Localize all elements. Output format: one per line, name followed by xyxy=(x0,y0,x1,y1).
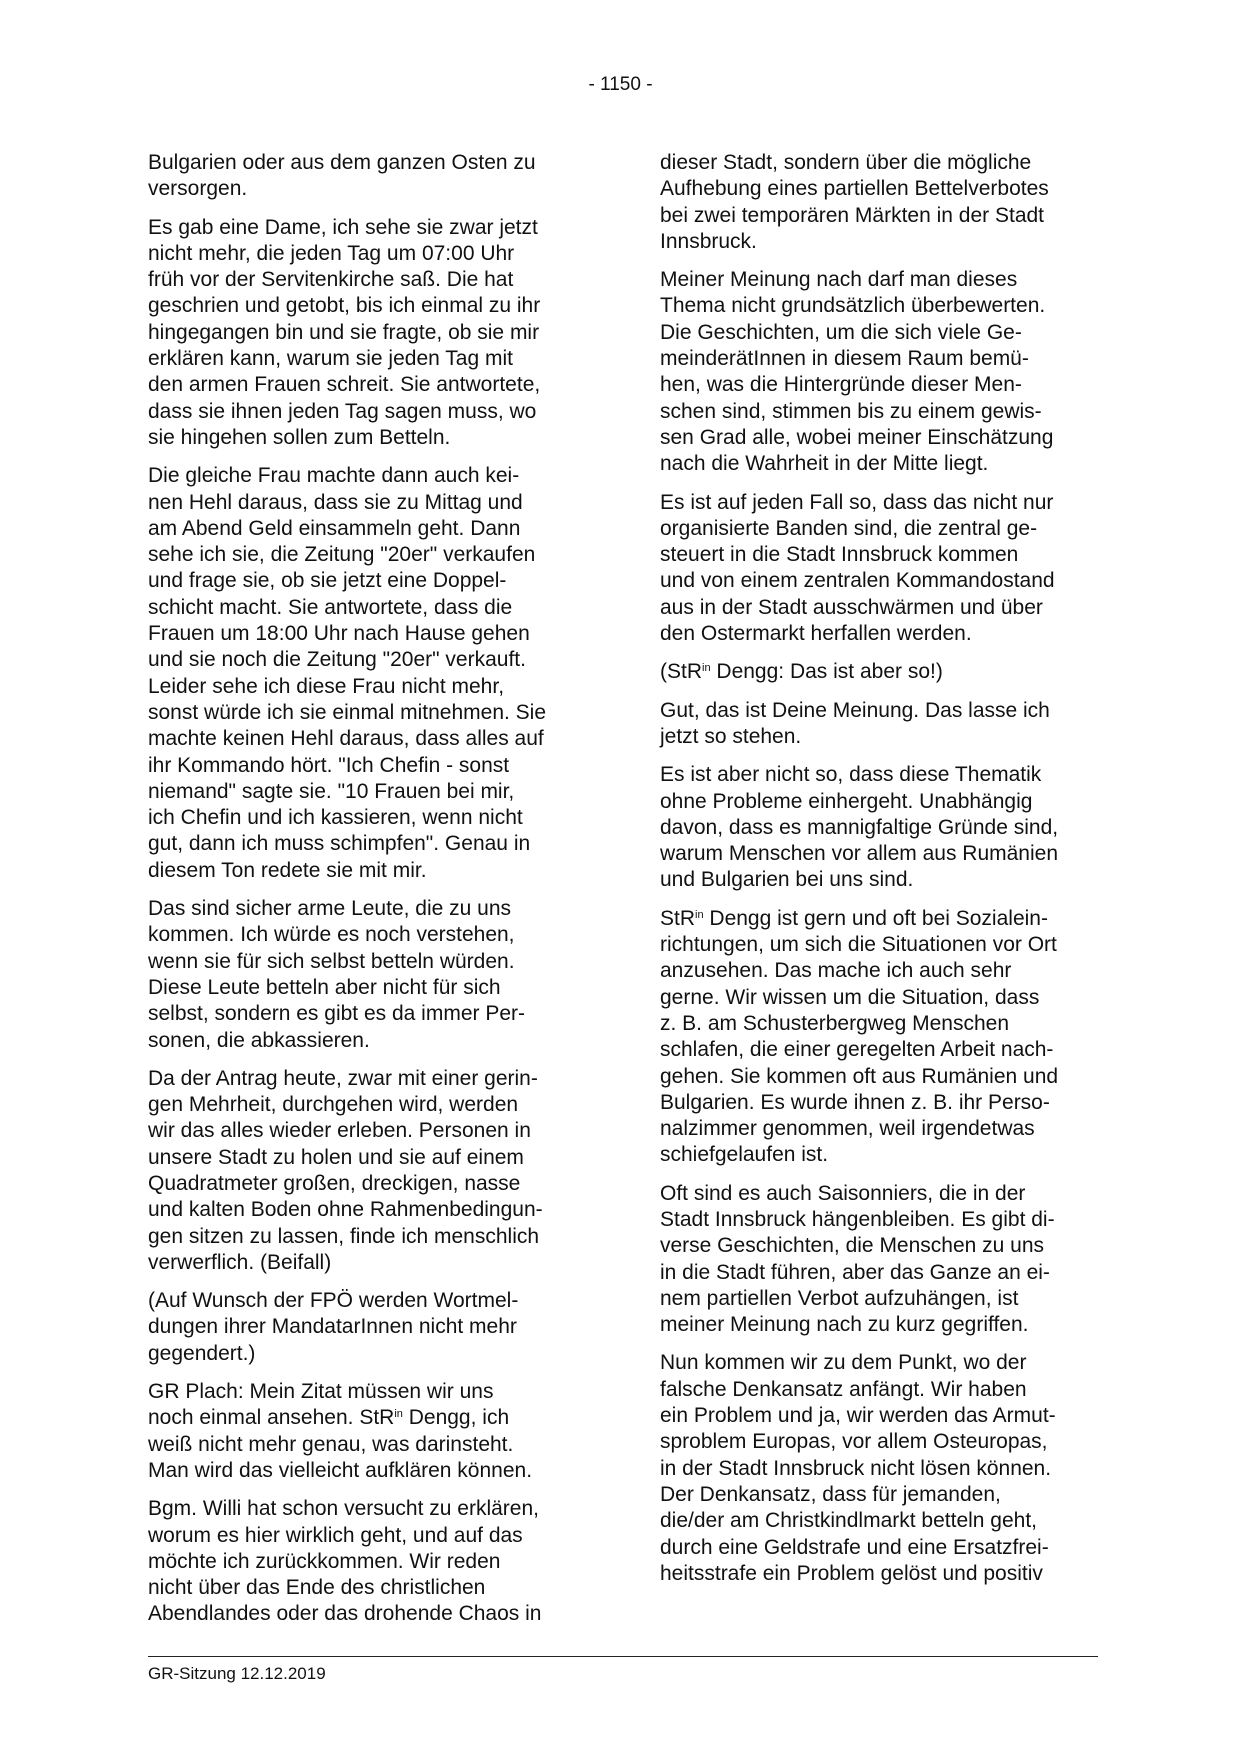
paragraph: Es ist aber nicht so, dass diese Thematik ohne Probleme einhergeht. Unabhängig davon, dass es mannigfaltige Gründe sind, warum Menschen vor allem aus Rumänien und Bulgarien bei uns sind. xyxy=(660,763,1059,892)
paragraph: Es ist auf jeden Fall so, dass das nicht nur organisierte Banden sind, die zentral ge- steuert in die Stadt Innsbruck kommen und von einem zentralen Kommandostand aus in der Stadt ausschwärmen und über den Ostermarkt herfallen werden. xyxy=(660,490,1055,646)
footer-session: GR-Sitzung 12.12.2019 xyxy=(148,1664,326,1683)
footer-divider xyxy=(148,1656,1098,1657)
page-number: - 1150 - xyxy=(588,74,653,95)
paragraph xyxy=(660,906,1100,1169)
right-column xyxy=(660,150,1100,1599)
paragraph xyxy=(148,1379,588,1484)
paragraph: dieser Stadt, sondern über die mögliche Aufhebung eines partiellen Bettelverbotes bei zwei temporären Märkten in der Stadt Innsbruck. xyxy=(660,151,1049,253)
paragraph: Gut, das ist Deine Meinung. Das lasse ich jetzt so stehen. xyxy=(660,698,1050,748)
paragraph: Das sind sicher arme Leute, die zu uns kommen. Ich würde es noch verstehen, wenn sie für sich selbst betteln würden. Diese Leute betteln aber nicht für sich selbst, sondern es gibt es da immer Per- sonen, die abkassieren. xyxy=(148,897,525,1052)
paragraph: Oft sind es auch Saisonniers, die in der Stadt Innsbruck hängenbleiben. Es gibt di- verse Geschichten, die Menschen zu uns in die Stadt führen, aber das Ganze an ei- nem partiellen Verbot aufzuhängen, ist meiner Meinung nach zu kurz gegriffen. xyxy=(660,1181,1055,1337)
superscript: in xyxy=(394,1408,403,1421)
paragraph: Die gleiche Frau machte dann auch kei- nen Hehl daraus, dass sie zu Mittag und am Abend Geld einsammeln geht. Dann sehe ich sie, die Zeitung "20er" verkaufen und frage sie, ob sie jetzt eine Doppel- schicht macht. Sie antwortete, dass die Frauen um 18:00 Uhr nach Hause gehen und sie noch die Zeitung "20er" verkauft. Leider sehe ich diese Frau nicht mehr, sonst würde ich sie einmal mitnehmen. Sie machte keinen Hehl daraus, dass alles auf ihr Kommando hört. "Ich Chefin - sonst niemand" sagte sie. "10 Frauen bei mir, ich Chefin und ich kassieren, wenn nicht gut, dann ich muss schimpfen". Genau in diesem Ton redete sie mit mir. xyxy=(148,464,547,882)
text-run: Dengg, ich weiß nicht mehr genau, was darinsteht. Man wird das vielleicht aufklären können. xyxy=(148,1406,533,1482)
text-run: StR xyxy=(660,906,696,930)
text-run: Dengg ist gern und oft bei Sozialein- richtungen, um sich die Situationen vor Ort anzusehen. Das mache ich auch sehr gerne. Wir wissen um die Situation, dass z. B. am Schusterbergweg Menschen schlafen, die einer geregelten Arbeit nach- gehen. Sie kommen oft aus Rumänien und Bulgarien. Es wurde ihnen z. B. ihr Perso- nalzimmer genommen, weil irgendetwas schiefgelaufen ist. xyxy=(660,906,1059,1167)
text-run: Dengg: Das ist aber so!) xyxy=(710,660,943,684)
paragraph: (Auf Wunsch der FPÖ werden Wortmel- dungen ihrer MandatarInnen nicht mehr gegendert.) xyxy=(148,1289,519,1365)
text-run: (StR xyxy=(660,660,702,684)
text-run: GR Plach: Mein Zitat müssen wir uns noch einmal ansehen. StR xyxy=(148,1380,494,1430)
paragraph xyxy=(660,659,1100,685)
superscript: in xyxy=(695,908,704,921)
left-column xyxy=(148,150,588,1640)
paragraph: Meiner Meinung nach darf man dieses Thema nicht grundsätzlich überbewerten. Die Geschichten, um die sich viele Ge- meinderätInnen in diesem Raum bemü- hen, was die Hintergründe dieser Men- schen sind, stimmen bis zu einem gewis- sen Grad alle, wobei meiner Einschätzung nach die Wahrheit in der Mitte liegt. xyxy=(660,268,1054,476)
paragraph: Es gab eine Dame, ich sehe sie zwar jetzt nicht mehr, die jeden Tag um 07:00 Uhr früh vor der Servitenkirche saß. Die hat geschrien und getobt, bis ich einmal zu ihr hingegangen bin und sie fragte, ob sie mir erklären kann, warum sie jeden Tag mit den armen Frauen schreit. Sie antwortete, dass sie ihnen jeden Tag sagen muss, wo sie hingehen sollen zum Betteln. xyxy=(148,215,541,449)
paragraph: Da der Antrag heute, zwar mit einer gerin- gen Mehrheit, durchgehen wird, werden wir das alles wieder erleben. Personen in unsere Stadt zu holen und sie auf einem Quadratmeter großen, dreckigen, nasse und kalten Boden ohne Rahmenbedingun- gen sitzen zu lassen, finde ich menschlich verwerflich. (Beifall) xyxy=(148,1066,543,1274)
superscript: in xyxy=(702,662,711,675)
paragraph: Bulgarien oder aus dem ganzen Osten zu versorgen. xyxy=(148,151,536,201)
paragraph: Bgm. Willi hat schon versucht zu erklären, worum es hier wirklich geht, und auf das möchte ich zurückkommen. Wir reden nicht über das Ende des christlichen Abendlandes oder das drohende Chaos in xyxy=(148,1497,542,1626)
paragraph: Nun kommen wir zu dem Punkt, wo der falsche Denkansatz anfängt. Wir haben ein Problem und ja, wir werden das Armut- sproblem Europas, vor allem Osteuropas, in der Stadt Innsbruck nicht lösen können. Der Denkansatz, dass für jemanden, die/der am Christkindlmarkt betteln geht, durch eine Geldstrafe und eine Ersatzfrei- heitsstrafe ein Problem gelöst und positiv xyxy=(660,1351,1056,1585)
